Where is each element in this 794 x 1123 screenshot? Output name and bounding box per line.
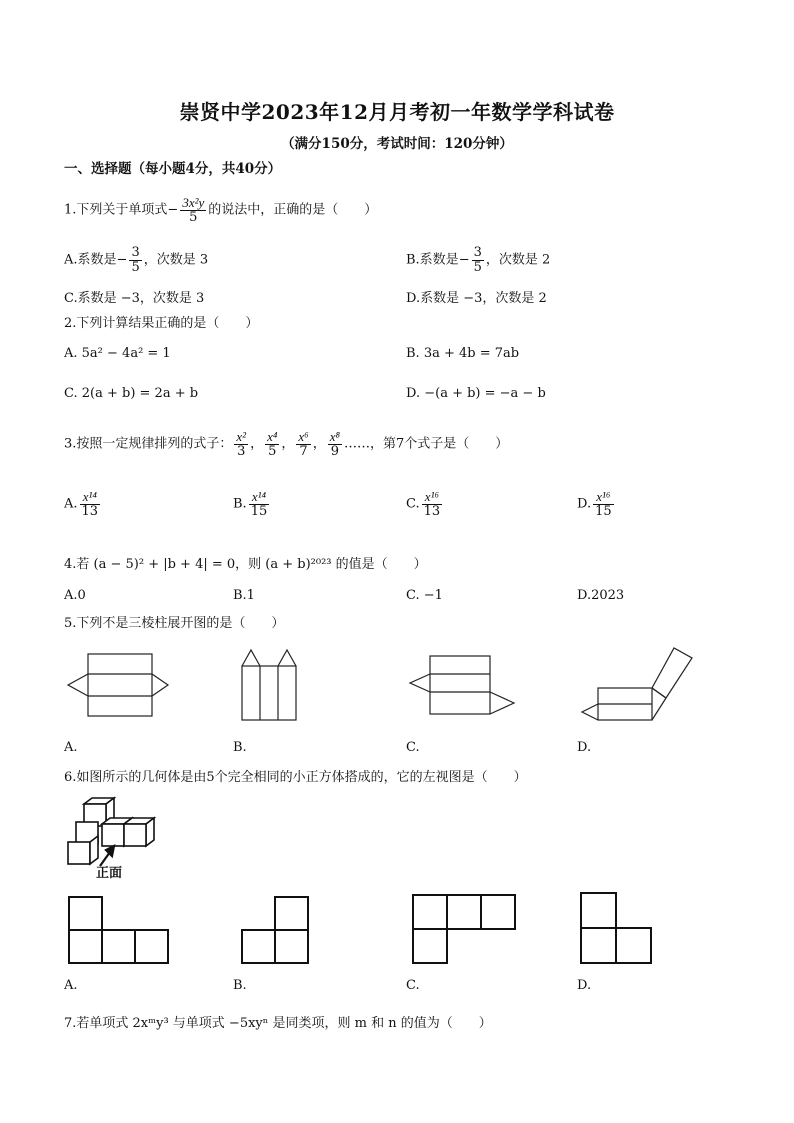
question-2-option-b[interactable]: B. 3a + 4b = 7ab	[406, 346, 520, 361]
question-3-stem: 3.按照一定规律排列的式子： $\frac{\text{x²}}{3}$ ， $\frac{\text{x⁴}}{5}$ ， $\frac{\text{x⁶}}{7}$ ， $\frac{\text{x⁸}}{9}$ ……，第7个式子是（ ）	[64, 429, 509, 459]
question-3-option-a[interactable]: A. $\frac{\text{x¹⁴}}{13}$	[64, 489, 99, 519]
q5-net-c[interactable]	[408, 654, 518, 716]
q5-net-d[interactable]	[580, 644, 700, 724]
q6-view-d[interactable]	[580, 892, 652, 966]
q5-label-d: D.	[577, 740, 592, 755]
question-3-option-c[interactable]: C. $\frac{\text{x¹⁶}}{13}$	[406, 489, 441, 519]
front-view-label: 正面	[96, 866, 123, 881]
question-4-option-d[interactable]: D.2023	[577, 588, 625, 603]
q6-label-b: B.	[233, 978, 247, 993]
question-4-option-b[interactable]: B.1	[233, 588, 255, 603]
exam-info: （满分150分，考试时间：120分钟）	[281, 136, 513, 152]
question-4-stem: 4.若 (a − 5)² + |b + 4| = 0，则 (a + b)²⁰²³ 的值是（ ）	[64, 557, 427, 572]
question-4-option-c[interactable]: C. −1	[406, 588, 443, 603]
question-1-option-a[interactable]: A.系数是− $\frac{3}{5}$ ，次数是 3	[64, 245, 209, 275]
question-2-option-a[interactable]: A. 5a² − 4a² = 1	[64, 346, 171, 361]
question-2-option-d[interactable]: D. −(a + b) = −a − b	[406, 386, 546, 401]
question-4-option-a[interactable]: A.0	[64, 588, 86, 603]
section-heading: 一、选择题（每小题4分，共40分）	[64, 161, 282, 177]
q6-cube-solid	[66, 796, 166, 868]
q6-label-a: A.	[64, 978, 78, 993]
question-2-option-c[interactable]: C. 2(a + b) = 2a + b	[64, 386, 199, 401]
question-1-stem: 1.下列关于单项式− $\frac{\text{3x²y}}{5}$ 的说法中，正确的是（ ）	[64, 195, 378, 225]
question-1-option-d[interactable]: D.系数是 −3，次数是 2	[406, 291, 547, 306]
question-1-option-c[interactable]: C.系数是 −3，次数是 3	[64, 291, 205, 306]
q6-view-c[interactable]	[412, 894, 516, 966]
q6-view-a[interactable]	[68, 896, 170, 966]
q6-view-b[interactable]	[241, 896, 311, 966]
q5-label-b: B.	[233, 740, 247, 755]
question-6-stem: 6.如图所示的几何体是由5个完全相同的小正方体搭成的，它的左视图是（ ）	[64, 770, 527, 785]
q5-net-b[interactable]	[240, 648, 300, 722]
q5-label-c: C.	[406, 740, 420, 755]
question-3-option-b[interactable]: B. $\frac{\text{x¹⁴}}{15}$	[233, 489, 268, 519]
question-1-option-b[interactable]: B.系数是− $\frac{3}{5}$ ，次数是 2	[406, 245, 551, 275]
question-3-option-d[interactable]: D. $\frac{\text{x¹⁶}}{15}$	[577, 489, 612, 519]
question-2-stem: 2.下列计算结果正确的是（ ）	[64, 316, 259, 331]
question-5-stem: 5.下列不是三棱柱展开图的是（ ）	[64, 616, 285, 631]
page-title: 崇贤中学2023年12月月考初一年数学学科试卷	[179, 100, 615, 124]
q6-label-c: C.	[406, 978, 420, 993]
q5-label-a: A.	[64, 740, 78, 755]
question-7-stem: 7.若单项式 2xᵐy³ 与单项式 −5xyⁿ 是同类项，则 m 和 n 的值为（ ）	[64, 1016, 492, 1031]
q5-net-a[interactable]	[66, 652, 170, 718]
q6-label-d: D.	[577, 978, 592, 993]
